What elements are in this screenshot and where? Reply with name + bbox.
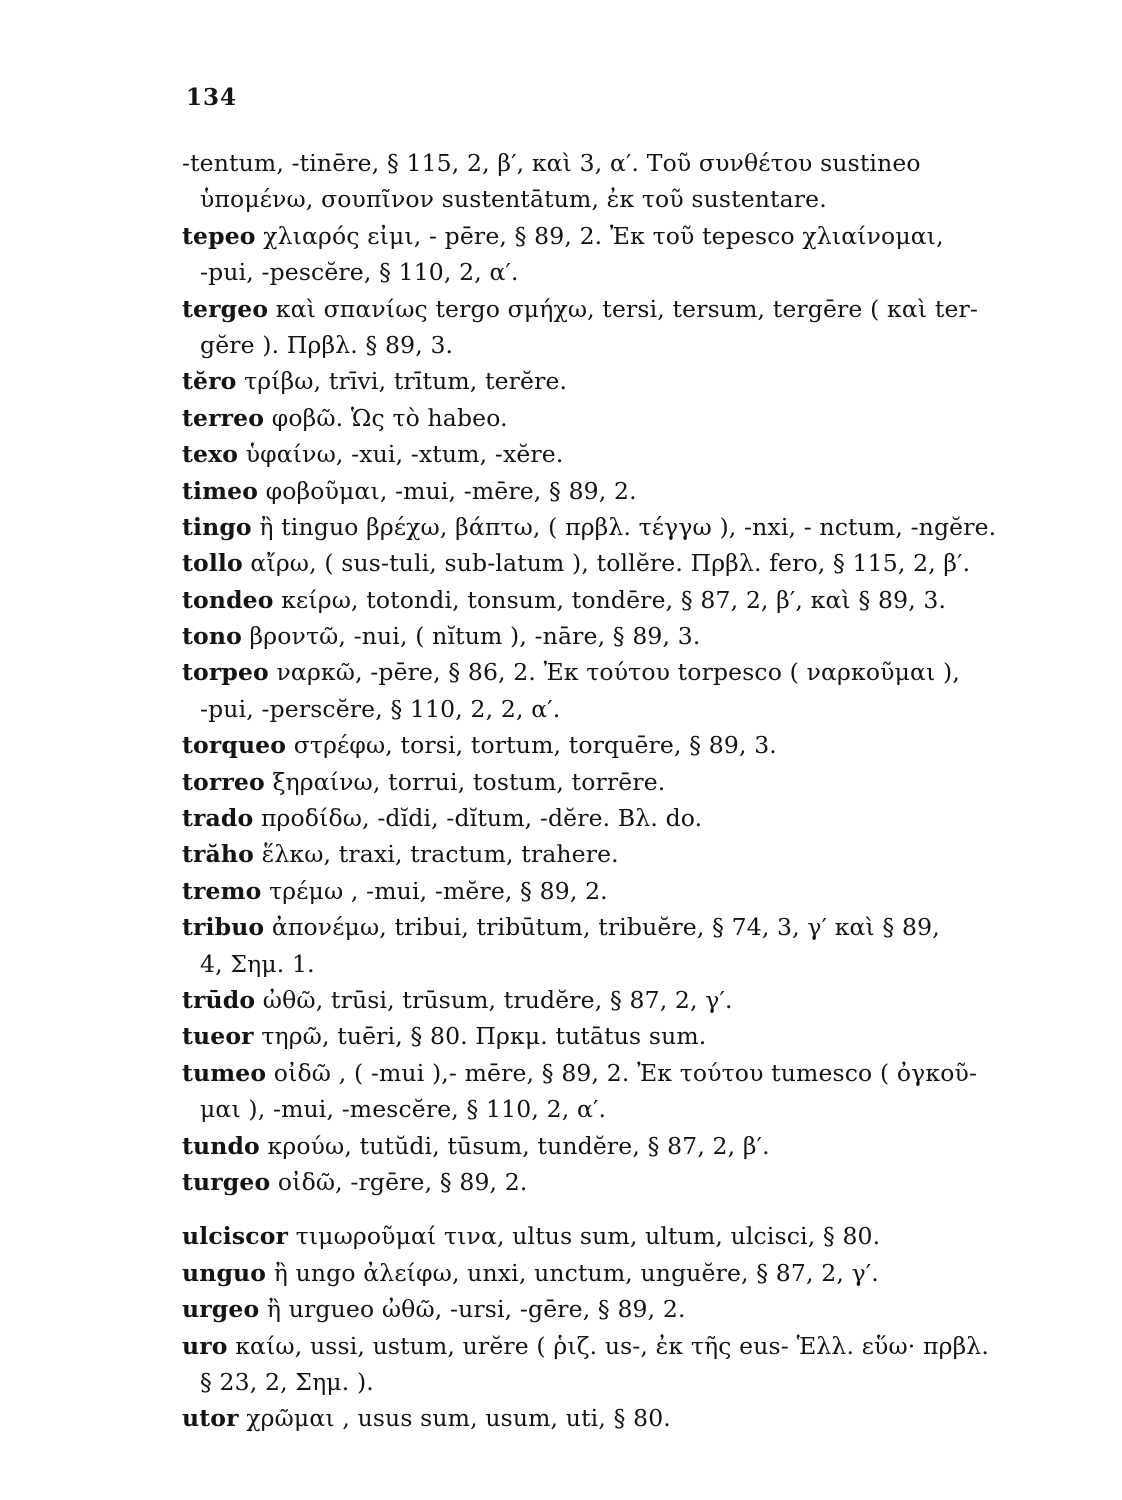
entry-text: αἴρω, ( sus-tuli, sub-latum ), tollĕre. Πρβλ. fero, § 115, 2, β′.	[242, 549, 971, 578]
entry-text: -pui, -perscĕre, § 110, 2, 2, α′.	[200, 694, 561, 723]
entry-line	[182, 291, 1102, 327]
entry-line	[182, 654, 1102, 690]
headword: tumeo	[182, 1058, 267, 1087]
entry-text: τηρῶ, tuēri, § 80. Πρκμ. tutātus sum.	[253, 1022, 707, 1051]
entry-text: ἀπονέμω, tribui, tribūtum, tribuĕre, § 74, 3, γ′ καὶ § 89,	[264, 913, 940, 942]
headword: tollo	[182, 549, 243, 578]
entry-line	[182, 436, 1102, 472]
headword: trăho	[182, 840, 254, 869]
entry-text: στρέφω, torsi, tortum, torquēre, § 89, 3.	[286, 731, 777, 760]
entry-line	[182, 1364, 1102, 1400]
entry-line	[182, 1291, 1102, 1327]
entry-text: καὶ σπανίως tergo σμήχω, tersi, tersum, tergēre ( καὶ ter-	[268, 294, 979, 323]
entry-text: οἰδῶ , ( -mui ),- mēre, § 89, 2. Ἐκ τούτου tumesco ( ὀγκοῦ-	[266, 1058, 978, 1087]
entry-text: τρίβω, trīvi, trītum, terĕre.	[236, 367, 568, 396]
page-number: 134	[186, 84, 238, 111]
headword: uro	[182, 1331, 228, 1360]
entry-line	[182, 218, 1102, 254]
entry-text: -pui, -pescĕre, § 110, 2, α′.	[200, 258, 519, 287]
headword: unguo	[182, 1258, 267, 1287]
headword: tingo	[182, 512, 252, 541]
headword: urgeo	[182, 1295, 260, 1324]
headword: ulciscor	[182, 1222, 289, 1251]
headword: utor	[182, 1404, 239, 1433]
entry-line	[182, 800, 1102, 836]
entry-line	[182, 509, 1102, 545]
entry-text: -tentum, -tinēre, § 115, 2, β′, καὶ 3, α′. Τοῦ συνθέτου sustineo	[182, 149, 921, 177]
entry-text: προδίδω, -dĭdi, -dĭtum, -dĕre. Βλ. do.	[253, 804, 703, 833]
headword: trado	[182, 804, 254, 833]
entry-text: ἢ ungo ἀλείφω, unxi, unctum, unguĕre, § 87, 2, γ′.	[266, 1258, 879, 1287]
entry-text: μαι ), -mui, -mescĕre, § 110, 2, α′.	[200, 1095, 607, 1124]
headword: tondeo	[182, 585, 274, 614]
entry-line	[182, 873, 1102, 909]
entry-line	[182, 545, 1102, 581]
entry-line	[182, 764, 1102, 800]
entry-text: § 23, 2, Σημ. ).	[200, 1367, 374, 1396]
headword: turgeo	[182, 1167, 271, 1196]
headword: tundo	[182, 1131, 260, 1160]
entry-line	[182, 254, 1102, 290]
entry-text: τιμωροῦμαί τινα, ultus sum, ultum, ulcisci, § 80.	[288, 1222, 881, 1251]
entry-text: οἰδῶ, -rgēre, § 89, 2.	[270, 1167, 528, 1196]
headword: tĕro	[182, 367, 237, 396]
entry-text: gĕre ). Πρβλ. § 89, 3.	[200, 330, 454, 359]
entry-text: ὑφαίνω, -xui, -xtum, -xĕre.	[238, 440, 564, 469]
entry-line	[182, 582, 1102, 618]
headword: tueor	[182, 1022, 254, 1051]
entry-text: χλιαρός εἰμι, - pēre, § 89, 2. Ἐκ τοῦ tepesco χλιαίνομαι,	[255, 221, 944, 250]
entry-line	[182, 181, 1102, 217]
entry-line	[182, 1018, 1102, 1054]
entry-text: τρέμω , -mui, -mĕre, § 89, 2.	[261, 876, 608, 905]
headword: tribuo	[182, 913, 265, 942]
headword: texo	[182, 440, 239, 469]
headword: terreo	[182, 403, 265, 432]
entry-text: 4, Σημ. 1.	[200, 949, 315, 978]
entry-line	[182, 1128, 1102, 1164]
entry-text: ἢ urgueo ὠθῶ, -ursi, -gēre, § 89, 2.	[259, 1295, 686, 1324]
entry-line	[182, 836, 1102, 872]
entry-text: ναρκῶ, -pēre, § 86, 2. Ἐκ τούτου torpesco ( ναρκοῦμαι ),	[268, 658, 960, 687]
entry-line	[182, 1218, 1102, 1254]
entry-line	[182, 473, 1102, 509]
headword: torpeo	[182, 658, 269, 687]
entry-line	[182, 1255, 1102, 1291]
entry-text: κείρω, totondi, tonsum, tondēre, § 87, 2, β′, καὶ § 89, 3.	[273, 585, 947, 614]
headword: tepeo	[182, 221, 256, 250]
entry-line	[182, 982, 1102, 1018]
dictionary-entries	[182, 145, 1102, 1437]
entry-line	[182, 1164, 1102, 1200]
entry-text: ὠθῶ, trūsi, trūsum, trudĕre, § 87, 2, γ′.	[255, 985, 733, 1014]
headword: tergeo	[182, 294, 269, 323]
entry-text: βροντῶ, -nui, ( nĭtum ), -nāre, § 89, 3.	[241, 622, 701, 651]
entry-text: χρῶμαι , usus sum, usum, uti, § 80.	[238, 1404, 671, 1433]
entry-text: ὑπομένω, σουπῖνον sustentātum, ἐκ τοῦ sustentare.	[200, 185, 827, 214]
entry-line	[182, 909, 1102, 945]
entry-line	[182, 1328, 1102, 1364]
entry-text: ἢ tinguo βρέχω, βάπτω, ( πρβλ. τέγγω ), -nxi, - nctum, -ngĕre.	[251, 512, 997, 541]
entry-line	[182, 363, 1102, 399]
entry-text: καίω, ussi, ustum, urĕre ( ῥιζ. us-, ἐκ τῆς eus- Ἑλλ. εὕω· πρβλ.	[227, 1331, 989, 1360]
entry-text: φοβοῦμαι, -mui, -mēre, § 89, 2.	[258, 476, 637, 505]
entry-line	[182, 1091, 1102, 1127]
headword: timeo	[182, 476, 259, 505]
headword: torreo	[182, 767, 265, 796]
headword: trūdo	[182, 985, 256, 1014]
entry-text: ἕλκω, traxi, tractum, trahere.	[253, 840, 619, 869]
entry-text: φοβῶ. Ὡς τὸ habeo.	[264, 403, 508, 432]
headword: tono	[182, 622, 242, 651]
entry-line	[182, 400, 1102, 436]
entry-line	[182, 327, 1102, 363]
entry-line	[182, 691, 1102, 727]
entry-line	[182, 145, 1102, 181]
entry-line	[182, 618, 1102, 654]
entry-line	[182, 946, 1102, 982]
headword: torqueo	[182, 731, 287, 760]
entry-text: ξηραίνω, torrui, tostum, torrēre.	[264, 767, 666, 796]
entry-line	[182, 1055, 1102, 1091]
entry-line	[182, 727, 1102, 763]
entry-line	[182, 1400, 1102, 1436]
entry-text: κρούω, tutŭdi, tūsum, tundĕre, § 87, 2, β′.	[259, 1131, 770, 1160]
headword: tremo	[182, 876, 262, 905]
